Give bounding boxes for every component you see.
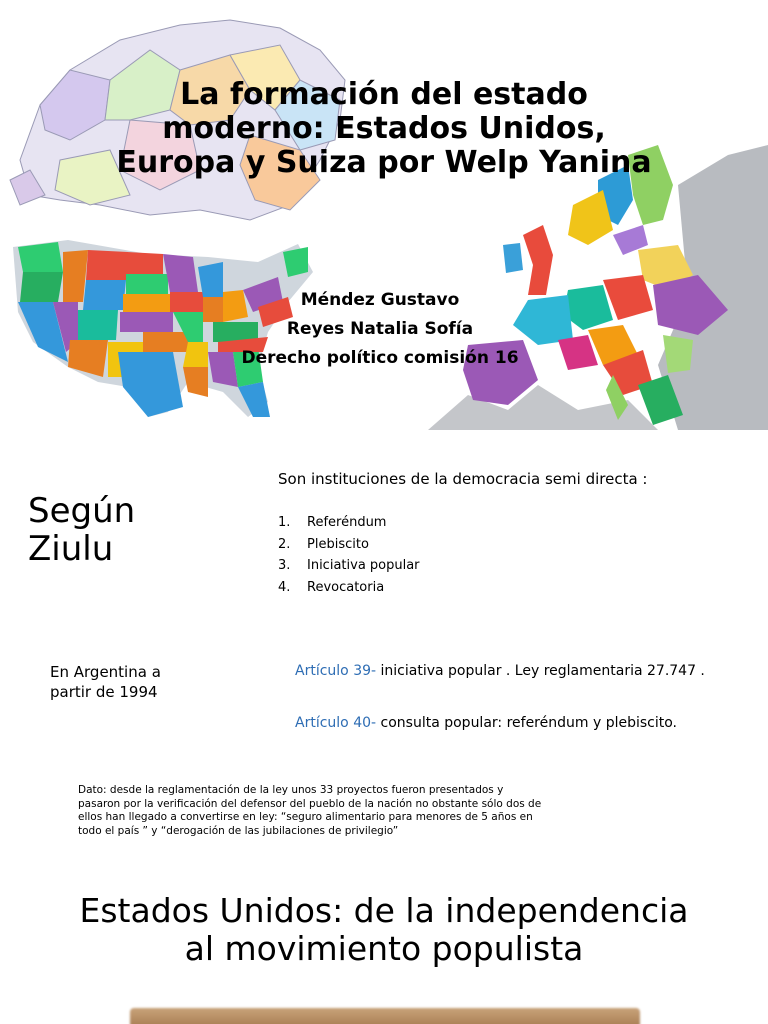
article-40-link[interactable]: Artículo 40- <box>295 715 377 731</box>
article-39-text: iniciativa popular . Ley reglamentaria 27.747 . <box>376 663 705 679</box>
title-line: Estados Unidos: de la independencia <box>79 891 689 930</box>
list-number: 4. <box>278 579 291 595</box>
list-number: 2. <box>278 536 291 552</box>
argentina-text <box>50 662 230 702</box>
text-line: En Argentina a <box>50 663 161 681</box>
list-number: 3. <box>278 558 291 573</box>
list-text: Revocatoria <box>307 579 385 595</box>
dato-note: Dato: desde la reglamentación de la ley unos 33 proyectos fueron presentados y pasaron por la verificación del defensor del pueblo de la nación no obstante sólo dos de ellos han llegado a convertirse en ley: “seguro alimentario para menores de 5 años en todo el país ” y “derogación de las jubilaciones de privilegio” <box>78 784 542 837</box>
title-line: La formación del estado <box>180 77 588 112</box>
list-item <box>278 537 420 559</box>
article-39 <box>295 662 735 680</box>
slide-heading <box>28 492 228 568</box>
article-39-link[interactable]: Artículo 39- <box>295 663 377 679</box>
intro-text: Son instituciones de la democracia semi directa : <box>278 470 648 488</box>
list-text: Plebiscito <box>307 536 369 552</box>
institutions-list <box>278 515 420 601</box>
authors-block <box>200 286 560 373</box>
list-item <box>278 580 420 602</box>
article-40 <box>295 714 735 732</box>
author-name: Reyes Natalia Sofía <box>286 319 474 339</box>
heading-line: Ziulu <box>28 529 114 569</box>
list-text: Referéndum <box>307 515 387 530</box>
presentation-title <box>60 78 708 180</box>
course-label: Derecho político comisión 16 <box>241 348 519 368</box>
slide-usa <box>0 868 768 1024</box>
photo-image <box>130 1008 640 1024</box>
list-item <box>278 558 420 580</box>
slide-ziulu <box>0 440 768 630</box>
title-line: al movimiento populista <box>184 929 584 968</box>
slide-argentina <box>0 640 768 860</box>
list-text: Iniciativa popular <box>307 558 420 573</box>
author-name: Méndez Gustavo <box>300 290 460 310</box>
title-line: Europa y Suiza por Welp Yanina <box>116 145 652 180</box>
title-line: moderno: Estados Unidos, <box>162 111 606 146</box>
slide-title <box>0 0 768 432</box>
list-item <box>278 515 420 537</box>
list-number: 1. <box>278 515 291 530</box>
article-40-text: consulta popular: referéndum y plebiscito. <box>376 715 678 731</box>
heading-line: Según <box>28 491 136 531</box>
section-title <box>30 892 738 968</box>
text-line: partir de 1994 <box>50 683 158 701</box>
